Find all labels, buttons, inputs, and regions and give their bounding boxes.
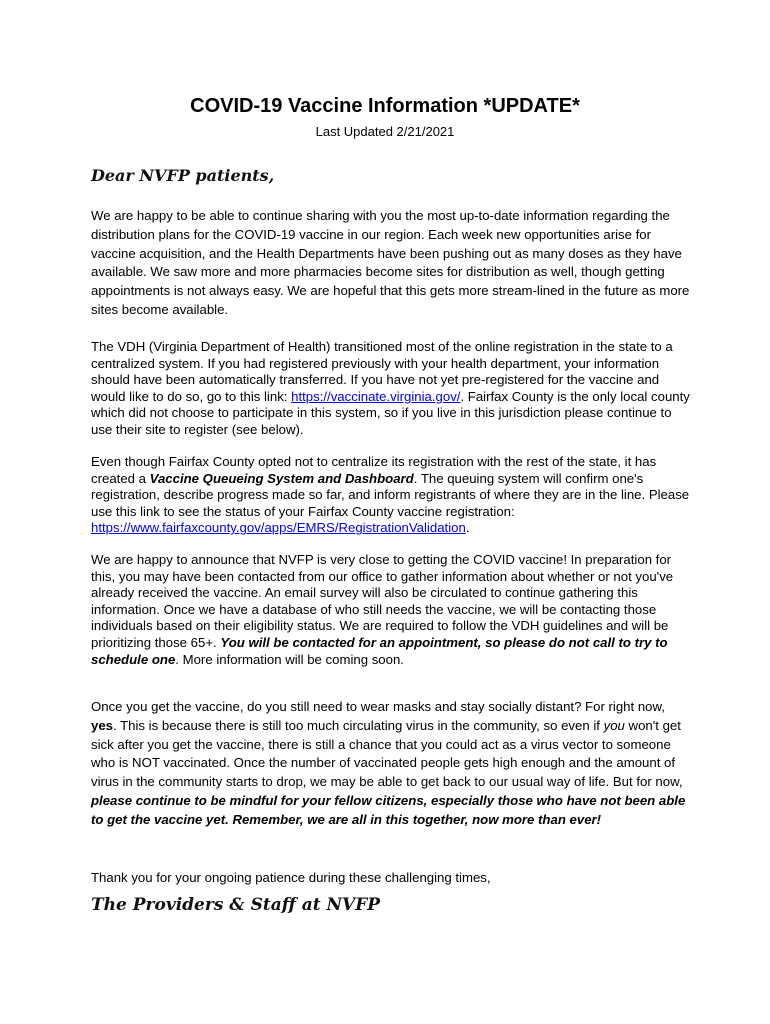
- you-emphasis: you: [603, 717, 625, 733]
- paragraph-thank-you: Thank you for your ongoing patience during these challenging times,: [91, 870, 491, 885]
- vaccinate-virginia-link[interactable]: https://vaccinate.virginia.gov/: [291, 388, 461, 404]
- page-title: COVID-19 Vaccine Information *UPDATE*: [190, 95, 580, 117]
- paragraph-nvfp-vaccine: [91, 552, 691, 668]
- paragraph-text: . More information will be coming soon.: [175, 651, 404, 667]
- paragraph-masks-distancing: [91, 698, 691, 830]
- yes-emphasis: yes: [91, 717, 114, 733]
- paragraph-text: . This is because there is still too much circulating virus in the community, so even if: [113, 717, 604, 733]
- paragraph-vdh-registration: [91, 339, 691, 439]
- queueing-system-emphasis: Vaccine Queueing System and Dashboard: [149, 470, 414, 486]
- paragraph-text: Even though Fairfax County opted not to centralize its registration with the rest of the state, it has created a: [91, 454, 657, 486]
- paragraph-distribution-plans: We are happy to be able to continue sharing with you the most up-to-date information regarding the distribution plans for the COVID-19 vaccine in our region. Each week new opportunities arise for vaccine acquisition, and the Health Departments have been pushing out as many doses as they have available. We saw more and more pharmacies become sites for distribution as well, though getting appointments is not always easy. We are hopeful that this gets more stream-lined in the future as more sites become available.: [91, 208, 690, 317]
- fairfax-registration-link[interactable]: https://www.fairfaxcounty.gov/apps/EMRS/RegistrationValidation: [91, 520, 466, 536]
- paragraph-text: won't get sick after you get the vaccine, there is still a chance that you could act as a virus vector to someone who is NOT vaccinated. Once the number of vaccinated people gets high enough and the amount of virus in the community starts to drop, we may be able to get back to our usual way of life. But for now,: [91, 717, 683, 790]
- paragraph-fairfax-queue: [91, 454, 691, 537]
- paragraph-text: . The queuing system will confirm one's registration, describe progress made so far, and inform registrants of where they are in the line. Please use this link to see the status of your Fairfax County vaccine registration:: [91, 470, 690, 519]
- mindful-emphasis: please continue to be mindful for your fellow citizens, especially those who have not been able to get the vaccine yet. Remember, we are all in this together, now more than ever!: [91, 792, 686, 827]
- greeting: Dear NVFP patients,: [91, 166, 275, 185]
- last-updated-date: Last Updated 2/21/2021: [315, 124, 455, 139]
- paragraph-text: We are happy to announce that NVFP is very close to getting the COVID vaccine! In preparation for this, you may have been contacted from our office to gather information about whether or not you've already received the vaccine. An email survey will also be circulated to continue gathering this information. Once we have a database of who still needs the vaccine, we will be contacting those individuals based on their eligibility status. We are required to follow the VDH guidelines and will be prioritizing those 65+.: [91, 552, 674, 650]
- paragraph-text: Once you get the vaccine, do you still need to wear masks and stay socially distant? For right now,: [91, 699, 665, 714]
- paragraph-text: .: [465, 520, 470, 536]
- do-not-call-emphasis: You will be contacted for an appointment, so please do not call to try to schedule one: [91, 634, 668, 667]
- paragraph-text: . Fairfax County is the only local county which did not choose to participate in this system, so if you live in this jurisdiction please continue to use their site to register (see below).: [91, 388, 690, 437]
- paragraph-text: The VDH (Virginia Department of Health) transitioned most of the online registration in the state to a centralized system. If you had registered previously with your health department, your information should have been automatically transferred. If you have not yet pre-registered for the vaccine and would like to do so, go to this link:: [91, 339, 673, 404]
- signature: The Providers & Staff at NVFP: [91, 895, 381, 915]
